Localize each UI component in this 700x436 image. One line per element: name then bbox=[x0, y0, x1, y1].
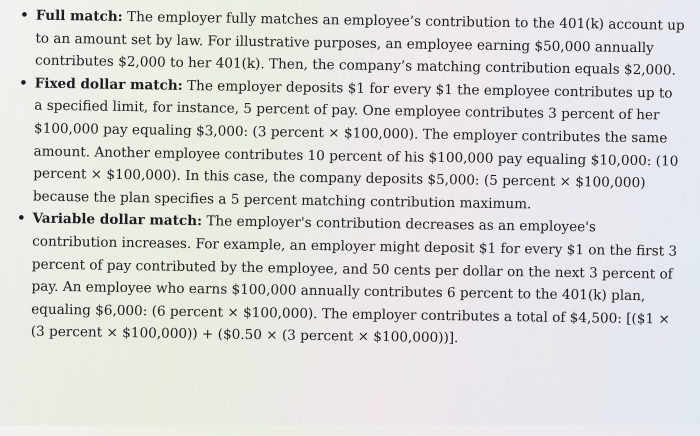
bullet-fixed-dollar-match bbox=[0, 72, 699, 219]
bullet-text: The employer fully matches an employee’s contribution to the 401(k) account up to an amount set by law. For illustrative purposes, an employee earning $50,000 annually contributes $2,000 to her 401(k). Then, the company’s matching contribution equals $2,000. bbox=[34, 8, 685, 79]
bullet-full-match bbox=[0, 4, 700, 83]
bullet-text: The employer deposits $1 for every $1 the employee contributes up to a specified limit, for instance, 5 percent of pay. One employee contributes 3 percent of her $100,000 pay equaling $3,000: (3 percent × $100,000). The employer contributes the same amount. Another employee contributes 10 percent of his $100,000 pay equaling $10,000: (10 percent × $100,000). In this case, the company deposits $5,000: (5 percent × $100,000) because the plan specifies a 5 percent matching contribution maximum. bbox=[32, 77, 679, 213]
bullet-variable-dollar-match bbox=[0, 207, 697, 354]
bullet-icon: • bbox=[16, 208, 27, 228]
bullet-term: Variable dollar match: bbox=[32, 210, 203, 230]
bullet-list bbox=[0, 4, 700, 354]
bullet-icon: • bbox=[18, 73, 29, 93]
bullet-icon: • bbox=[19, 5, 30, 25]
bullet-text: The employer's contribution decreases as an employee's contribution increases. For example, an employer might deposit $1 for every $1 on the first 3 percent of pay contributed by the employee, and 50 cents per dollar on the next 3 percent of pay. An employee who earns $100,000 annually contributes 6 percent to the 401(k) plan, equaling $6,000: (6 percent × $100,000). The employer contributes a total of $4,500: [($1 × (3 percent × $100,000)) + ($0.50 × (3 percent × $100,000))]. bbox=[30, 213, 678, 347]
bullet-term: Fixed dollar match: bbox=[34, 75, 183, 94]
bullet-term: Full match: bbox=[35, 7, 123, 25]
